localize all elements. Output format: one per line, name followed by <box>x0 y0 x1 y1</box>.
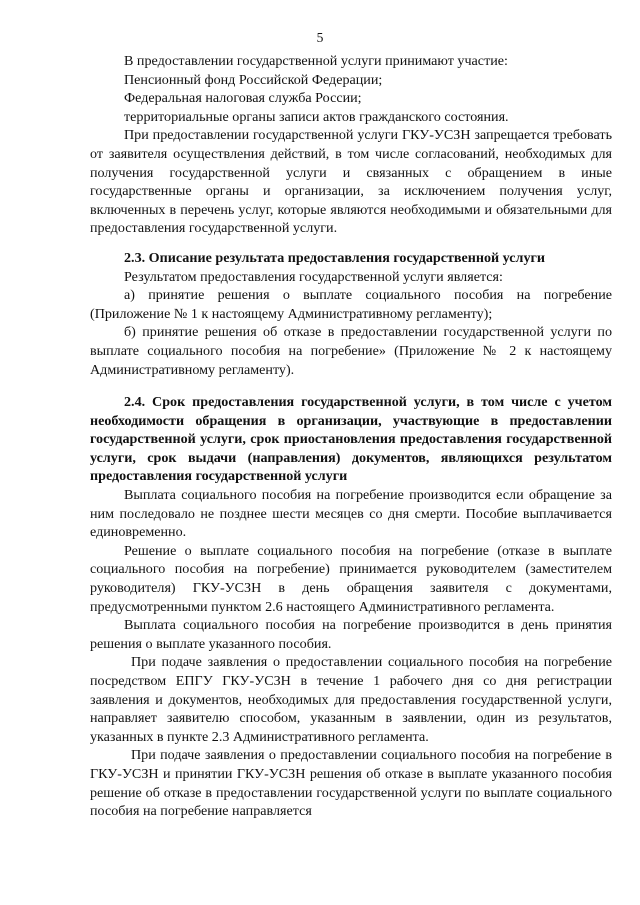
paragraph-epgu-submission: При подаче заявления о предоставлении социального пособия на погребение посредством ЕПГУ ГКУ-УСЗН в течение 1 рабочего дня со дня регистрации заявления и документов, необходимых для предоставления государственной услуги, направляет заявителю способом, указанным в заявлении, один из результатов, указанных в пункте 2.3 Административного регламента. <box>90 654 612 745</box>
paragraph-prohibition: При предоставлении государственной услуги ГКУ-УСЗН запрещается требовать от заявителя осуществления действий, в том числе согласований, необходимых для получения государственной услуги и связанных с обращением в иные государственные органы и организации, за исключением получения услуг, включенных в перечень услуг, которые являются необходимыми и обязательными для предоставления государственной услуги. <box>90 127 612 237</box>
document-body <box>90 52 612 821</box>
paragraph-payment-term: Выплата социального пособия на погребение производится если обращение за ним последовало не позднее шести месяцев со дня смерти. Пособие выплачивается единовременно. <box>90 487 612 541</box>
paragraph-result-a: а) принятие решения о выплате социального пособия на погребение (Приложение № 1 к настоящему Административному регламенту); <box>90 287 612 322</box>
paragraph-payment-day: Выплата социального пособия на погребение производится в день принятия решения о выплате указанного пособия. <box>90 617 612 652</box>
paragraph-pension-fund: Пенсионный фонд Российской Федерации; <box>124 71 383 88</box>
paragraph-refusal-notice: При подаче заявления о предоставлении социального пособия на погребение в ГКУ-УСЗН и принятии ГКУ-УСЗН решения об отказе в выплате указанного пособия решение об отказе в предоставлении государственной услуги по выплате социального пособия на погребение направляется <box>90 747 612 820</box>
paragraph-tax-service: Федеральная налоговая служба России; <box>124 90 362 107</box>
page-number: 5 <box>316 30 324 45</box>
paragraph-registry-offices: территориальные органы записи актов гражданского состояния. <box>124 108 509 125</box>
paragraph-result-b: б) принятие решения об отказе в предоставлении государственной услуги по выплате социального пособия на погребение» (Приложение № 2 к настоящему Административному регламенту). <box>90 324 612 378</box>
section-heading-2-3: 2.3. Описание результата предоставления государственной услуги <box>124 249 546 266</box>
paragraph-decision: Решение о выплате социального пособия на погребение (отказе в выплате социального пособия на погребение) принимается руководителем (заместителем руководителя) ГКУ-УСЗН в день обращения заявителя с документами, предусмотренными пунктом 2.6 настоящего Административного регламента. <box>90 542 612 615</box>
paragraph-result-intro: Результатом предоставления государственной услуги является: <box>124 268 503 285</box>
section-heading-2-4: 2.4. Срок предоставления государственной услуги, в том числе с учетом необходимости обращения в организации, участвующие в предоставлении государственной услуги, срок приостановления предоставления государственной услуги, срок выдачи (направления) документов, являющихся результатом предоставления государственной услуги <box>90 394 612 485</box>
paragraph-participants-intro: В предоставлении государственной услуги принимают участие: <box>124 53 508 69</box>
